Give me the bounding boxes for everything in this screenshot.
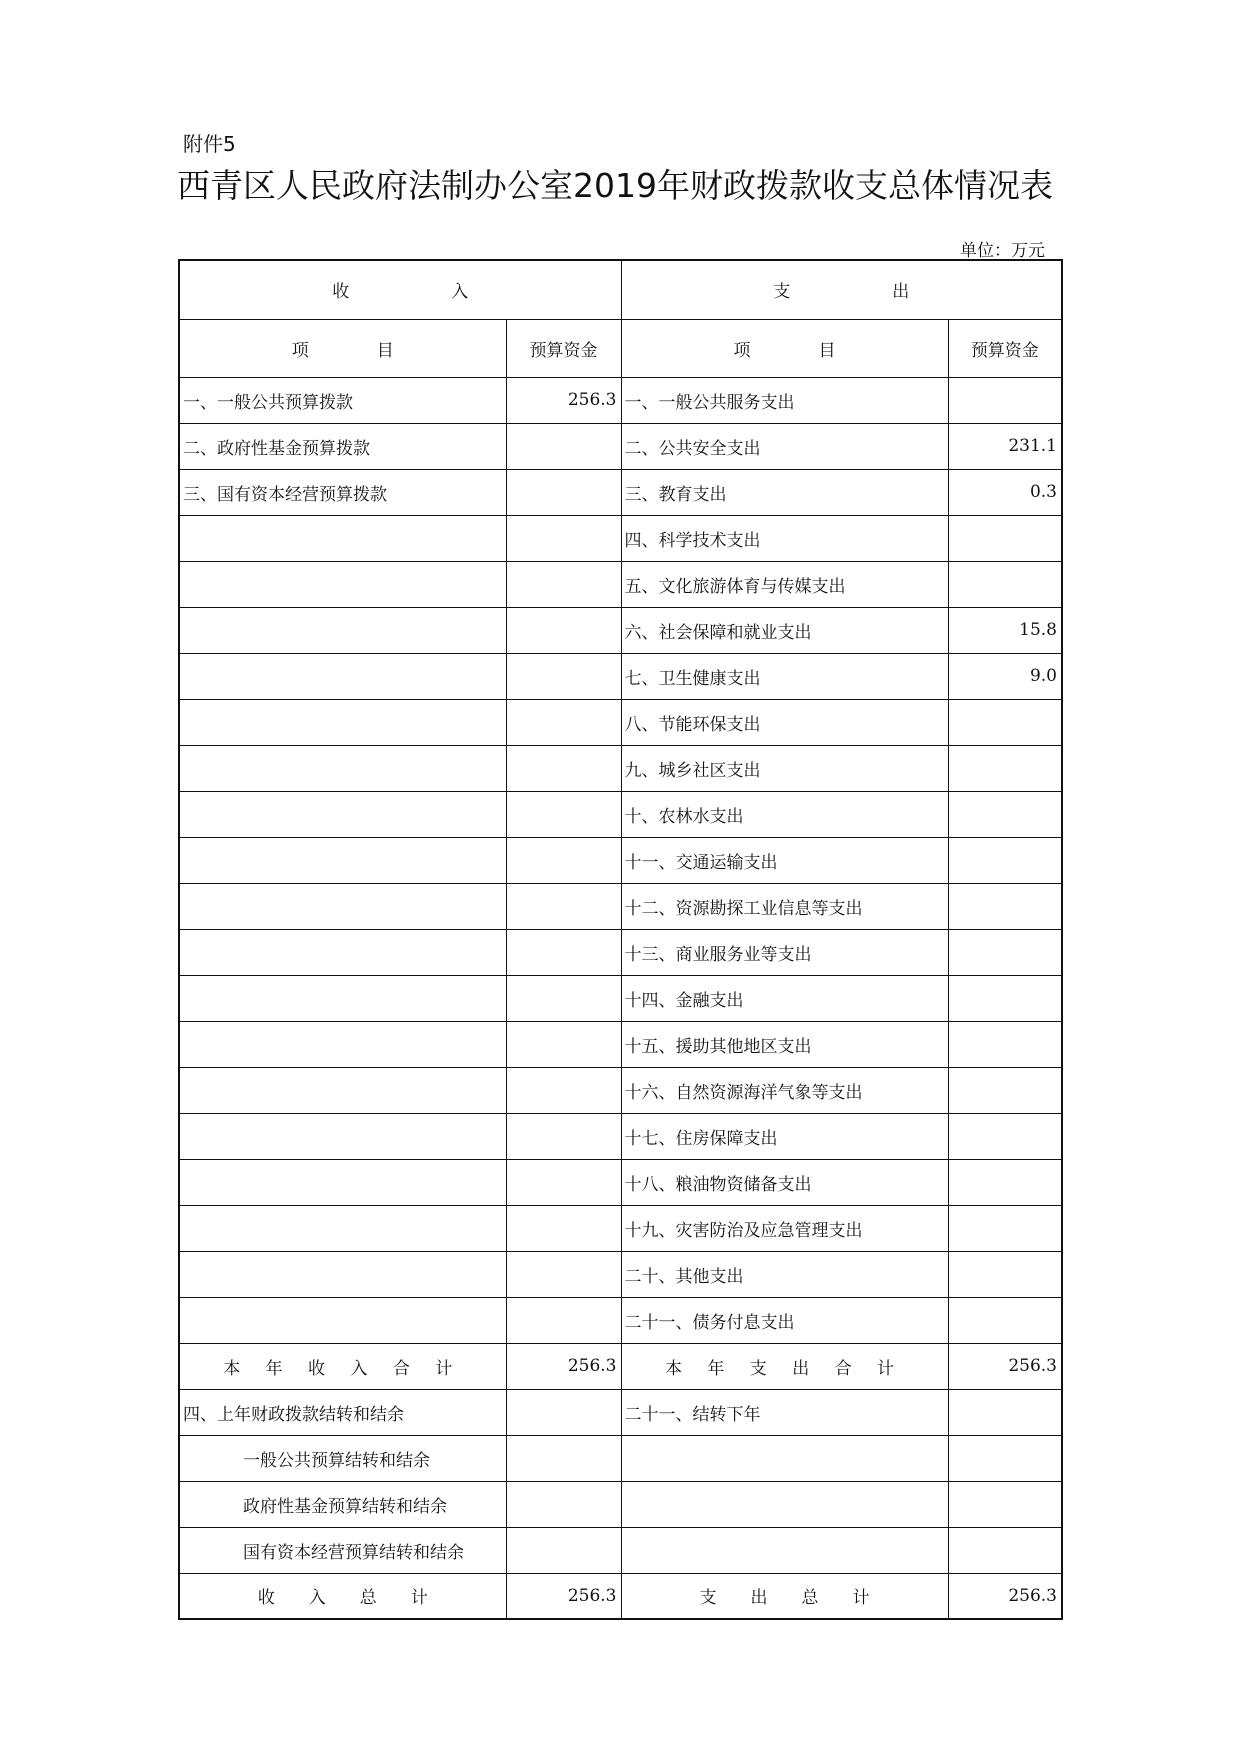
carryover-row <box>179 1389 1062 1435</box>
expense-item-header: 项 目 <box>621 319 948 377</box>
table-row <box>179 791 1062 837</box>
income-value-cell <box>506 1113 621 1159</box>
expense-value-cell <box>948 1159 1062 1205</box>
expense-item-cell: 十五、援助其他地区支出 <box>621 1021 948 1067</box>
total-row <box>179 1573 1062 1619</box>
expense-item-cell: 五、文化旅游体育与传媒支出 <box>621 561 948 607</box>
expense-item-cell: 十七、住房保障支出 <box>621 1113 948 1159</box>
income-value-cell <box>506 469 621 515</box>
expense-value-cell: 9.0 <box>948 653 1062 699</box>
expense-header: 支 出 <box>621 260 1062 319</box>
expense-value-cell <box>948 699 1062 745</box>
income-item-cell <box>179 745 506 791</box>
income-item-cell <box>179 561 506 607</box>
expense-empty-cell <box>621 1435 948 1481</box>
carryover-sub-value <box>506 1527 621 1573</box>
expense-empty-value <box>948 1527 1062 1573</box>
income-item-cell <box>179 791 506 837</box>
table-row <box>179 837 1062 883</box>
income-value-cell <box>506 561 621 607</box>
table-row <box>179 1205 1062 1251</box>
income-value-cell <box>506 699 621 745</box>
expense-empty-value <box>948 1435 1062 1481</box>
carryover-sub-value <box>506 1481 621 1527</box>
expense-value-cell: 0.3 <box>948 469 1062 515</box>
income-header: 收 入 <box>179 260 621 319</box>
expense-item-cell: 七、卫生健康支出 <box>621 653 948 699</box>
subtotal-row <box>179 1343 1062 1389</box>
header-row-columns <box>179 319 1062 377</box>
income-item-cell <box>179 607 506 653</box>
expense-value-cell <box>948 791 1062 837</box>
income-value-cell <box>506 975 621 1021</box>
income-value-cell <box>506 883 621 929</box>
expense-total-label: 支 出 总 计 <box>621 1573 948 1619</box>
income-item-cell <box>179 1113 506 1159</box>
table-row <box>179 607 1062 653</box>
expense-value-cell <box>948 745 1062 791</box>
income-item-cell: 三、国有资本经营预算拨款 <box>179 469 506 515</box>
expense-empty-value <box>948 1481 1062 1527</box>
income-item-cell <box>179 1297 506 1343</box>
expense-item-cell: 二十、其他支出 <box>621 1251 948 1297</box>
expense-value-cell <box>948 975 1062 1021</box>
table-row <box>179 1251 1062 1297</box>
income-value-cell <box>506 745 621 791</box>
table-row <box>179 1297 1062 1343</box>
expense-item-cell: 十一、交通运输支出 <box>621 837 948 883</box>
income-value-cell <box>506 515 621 561</box>
expense-value-cell <box>948 1113 1062 1159</box>
expense-value-cell <box>948 1021 1062 1067</box>
expense-item-cell: 三、教育支出 <box>621 469 948 515</box>
income-carryover-label: 四、上年财政拨款结转和结余 <box>179 1389 506 1435</box>
expense-value-cell <box>948 837 1062 883</box>
expense-value-cell <box>948 561 1062 607</box>
carryover-sub-label: 国有资本经营预算结转和结余 <box>179 1527 506 1573</box>
income-budget-header: 预算资金 <box>506 319 621 377</box>
table-row <box>179 883 1062 929</box>
income-item-cell <box>179 929 506 975</box>
table-row <box>179 1067 1062 1113</box>
income-value-cell <box>506 653 621 699</box>
income-item-cell <box>179 653 506 699</box>
table-row <box>179 975 1062 1021</box>
expense-item-cell: 十九、灾害防治及应急管理支出 <box>621 1205 948 1251</box>
table-row <box>179 469 1062 515</box>
table-row <box>179 423 1062 469</box>
table-row <box>179 653 1062 699</box>
expense-value-cell <box>948 1251 1062 1297</box>
carryover-sub-row <box>179 1435 1062 1481</box>
expense-item-cell: 八、节能环保支出 <box>621 699 948 745</box>
table-row <box>179 699 1062 745</box>
expense-value-cell: 231.1 <box>948 423 1062 469</box>
expense-carryover-value <box>948 1389 1062 1435</box>
expense-total-value: 256.3 <box>948 1573 1062 1619</box>
income-value-cell <box>506 1205 621 1251</box>
expense-value-cell: 15.8 <box>948 607 1062 653</box>
expense-value-cell <box>948 1297 1062 1343</box>
income-value-cell <box>506 1159 621 1205</box>
expense-budget-header: 预算资金 <box>948 319 1062 377</box>
income-item-cell <box>179 883 506 929</box>
income-item-cell <box>179 515 506 561</box>
expense-empty-cell <box>621 1527 948 1573</box>
income-value-cell <box>506 791 621 837</box>
income-carryover-value <box>506 1389 621 1435</box>
expense-empty-cell <box>621 1481 948 1527</box>
attachment-label: 附件5 <box>183 132 236 156</box>
expense-item-cell: 六、社会保障和就业支出 <box>621 607 948 653</box>
expense-value-cell <box>948 515 1062 561</box>
expense-subtotal-label: 本 年 支 出 合 计 <box>621 1343 948 1389</box>
table-row <box>179 1113 1062 1159</box>
income-item-cell <box>179 1205 506 1251</box>
carryover-sub-row <box>179 1481 1062 1527</box>
expense-value-cell <box>948 1067 1062 1113</box>
income-value-cell <box>506 1067 621 1113</box>
expense-item-cell: 十三、商业服务业等支出 <box>621 929 948 975</box>
carryover-sub-label: 一般公共预算结转和结余 <box>179 1435 506 1481</box>
income-subtotal-value: 256.3 <box>506 1343 621 1389</box>
income-item-cell <box>179 837 506 883</box>
income-item-cell <box>179 975 506 1021</box>
header-row-section <box>179 260 1062 319</box>
expense-item-cell: 四、科学技术支出 <box>621 515 948 561</box>
income-value-cell <box>506 1021 621 1067</box>
table-row <box>179 1021 1062 1067</box>
expense-item-cell: 十六、自然资源海洋气象等支出 <box>621 1067 948 1113</box>
income-item-cell <box>179 1021 506 1067</box>
expense-value-cell <box>948 1205 1062 1251</box>
expense-item-cell: 二、公共安全支出 <box>621 423 948 469</box>
income-value-cell <box>506 1297 621 1343</box>
income-item-cell <box>179 1067 506 1113</box>
carryover-sub-label: 政府性基金预算结转和结余 <box>179 1481 506 1527</box>
income-value-cell <box>506 837 621 883</box>
carryover-sub-row <box>179 1527 1062 1573</box>
income-item-cell <box>179 699 506 745</box>
income-value-cell <box>506 1251 621 1297</box>
page-title: 西青区人民政府法制办公室2019年财政拨款收支总体情况表 <box>177 166 1053 205</box>
income-total-value: 256.3 <box>506 1573 621 1619</box>
expense-item-cell: 十八、粮油物资储备支出 <box>621 1159 948 1205</box>
income-total-label: 收 入 总 计 <box>179 1573 506 1619</box>
expense-item-cell: 一、一般公共服务支出 <box>621 377 948 423</box>
expense-subtotal-value: 256.3 <box>948 1343 1062 1389</box>
income-item-header: 项 目 <box>179 319 506 377</box>
expense-item-cell: 十、农林水支出 <box>621 791 948 837</box>
budget-table <box>178 259 1063 1620</box>
unit-label: 单位：万元 <box>960 241 1045 261</box>
expense-item-cell: 十二、资源勘探工业信息等支出 <box>621 883 948 929</box>
carryover-sub-value <box>506 1435 621 1481</box>
income-value-cell <box>506 607 621 653</box>
table-row <box>179 929 1062 975</box>
table-row <box>179 561 1062 607</box>
income-item-cell: 一、一般公共预算拨款 <box>179 377 506 423</box>
income-value-cell <box>506 929 621 975</box>
table-row <box>179 515 1062 561</box>
income-value-cell <box>506 423 621 469</box>
table-row <box>179 377 1062 423</box>
table-row <box>179 745 1062 791</box>
expense-value-cell <box>948 377 1062 423</box>
income-item-cell <box>179 1251 506 1297</box>
income-item-cell <box>179 1159 506 1205</box>
table-row <box>179 1159 1062 1205</box>
income-item-cell: 二、政府性基金预算拨款 <box>179 423 506 469</box>
expense-item-cell: 二十一、债务付息支出 <box>621 1297 948 1343</box>
income-value-cell: 256.3 <box>506 377 621 423</box>
expense-item-cell: 九、城乡社区支出 <box>621 745 948 791</box>
expense-item-cell: 十四、金融支出 <box>621 975 948 1021</box>
income-subtotal-label: 本 年 收 入 合 计 <box>179 1343 506 1389</box>
expense-value-cell <box>948 883 1062 929</box>
expense-value-cell <box>948 929 1062 975</box>
expense-carryover-label: 二十一、结转下年 <box>621 1389 948 1435</box>
